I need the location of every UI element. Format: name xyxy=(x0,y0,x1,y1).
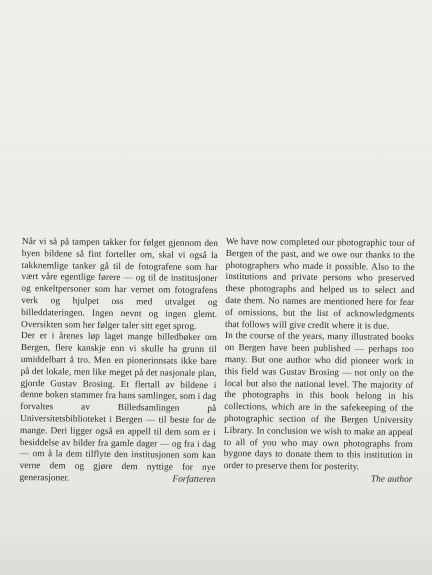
english-paragraph-2: In the course of the years, many illustrated books on Bergen have been published — perhaps too many. But one author who did pioneer work in this field was Gustav Brosing — not only on the local but also the national level. The majority of the photographs in this book belong in his collections, which are in the safekeeping of the photographic section of the Bergen University Library. In conclusion we wish to make an appeal to all of you who may own photographs from bygone days to donate them to this institution in order to preserve them for posterity. xyxy=(223,331,415,473)
norwegian-text-column xyxy=(19,237,218,487)
page-shadow xyxy=(0,535,432,575)
english-signature: The author xyxy=(370,474,413,485)
english-paragraph-1: We have now completed our photographic tour of Bergen of the past, and we owe our thanks to the photographers who made it possible. Also to the institutions and private persons who preserved these photographs and helped us to select and date them. No names are mentioned here for fear of omissions, but the list of acknowledgments that follows will give credit where it is due. xyxy=(225,237,415,332)
norwegian-signature: Forfatteren xyxy=(172,474,216,485)
norwegian-paragraph-2: Der er i årenes løp laget mange billedbøker om Bergen, flere kanskje enn vi skulle ha grunn til umiddelbart å tro. Men en pionerinnsats ikke bare på det lokale, men like meget på det nasjonale plan, gjorde Gustav Brosing. Et flertall av bildene i denne boken stammer fra hans samlinger, som i dag forvaltes av Billedsamlingen på Universitetsbiblioteket i Bergen — til beste for de mange. Deri ligger også en appell til dem som er i besiddelse av bilder fra gamle dager — og fra i dag — om å la dem tilflyte den institusjonen som kan verne dem og gjøre dem nyttige for nye generasjoner. xyxy=(19,331,218,484)
english-text-column xyxy=(223,237,415,487)
norwegian-paragraph-1: Når vi så på tampen takker for følget gjennom den byen bildene så fint forteller om, skal vi også la takknemlige tanker gå til de fotografene som har vært våre egentlige førere — og til de institusjoner og enkeltpersoner som har vernet om fotografens verk og hjulpet oss med utvalget og billeddateringen. Ingen nevnt og ingen glemt. Oversikten som her følger taler sitt eget sprog. xyxy=(21,237,218,332)
